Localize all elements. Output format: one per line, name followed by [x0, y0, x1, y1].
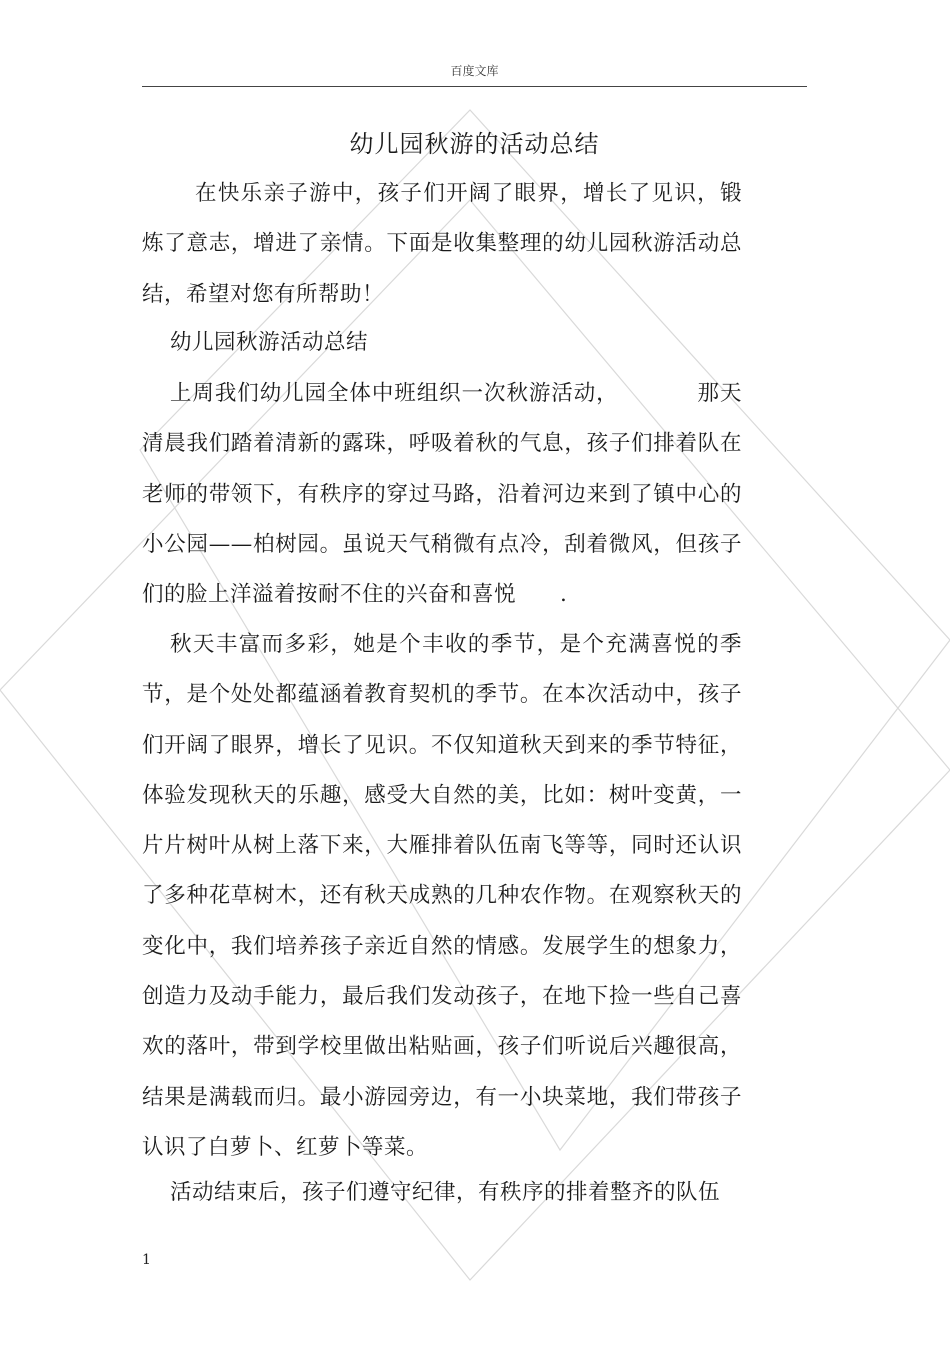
document-title: 幼儿园秋游的活动总结 — [349, 130, 600, 158]
header-divider — [142, 86, 807, 87]
body-paragraph: 秋天丰富而多彩，她是个丰收的季节，是个充满喜悦的季节，是个处处都蕴涵着教育契机的季节。在本次活动中，孩子们开阔了眼界，增长了见识。不仅知道秋天到来的季节特征，体验发现秋天的乐趣，感受大自然的美，比如：树叶变黄，一片片树叶从树上落下来，大雁排着队伍南飞等等，同时还认识了多种花草树木，还有秋天成熟的几种农作物。在观察秋天的变化中，我们培养孩子亲近自然的情感。发展学生的想象力，创造力及动手能力，最后我们发动孩子，在地下捡一些自己喜欢的落叶，带到学校里做出粘贴画，孩子们听说后兴趣很高，结果是满载而归。最小游园旁边，有一小块菜地，我们带孩子认识了白萝卜、红萝卜等菜。 — [142, 632, 742, 1160]
header-source: 百度文库 — [450, 64, 499, 78]
body-paragraph: 活动结束后，孩子们遵守纪律，有秩序的排着整齐的队伍 — [170, 1180, 721, 1205]
section-heading: 幼儿园秋游活动总结 — [170, 330, 369, 355]
intro-paragraph: 在快乐亲子游中，孩子们开阔了眼界，增长了见识，锻炼了意志，增进了亲情。下面是收集整理的幼儿园秋游活动总结，希望对您有所帮助！ — [142, 181, 742, 307]
body-paragraph: 上周我们幼儿园全体中班组织一次秋游活动， 那天清晨我们踏着清新的露珠，呼吸着秋的气息，孩子们排着队在老师的带领下，有秩序的穿过马路，沿着河边来到了镇中心的小公园——柏树园。虽说天气稍微有点冷，刮着微风，但孩子们的脸上洋溢着按耐不住的兴奋和喜悦 . — [142, 381, 742, 608]
page-number: 1 — [142, 1252, 151, 1268]
